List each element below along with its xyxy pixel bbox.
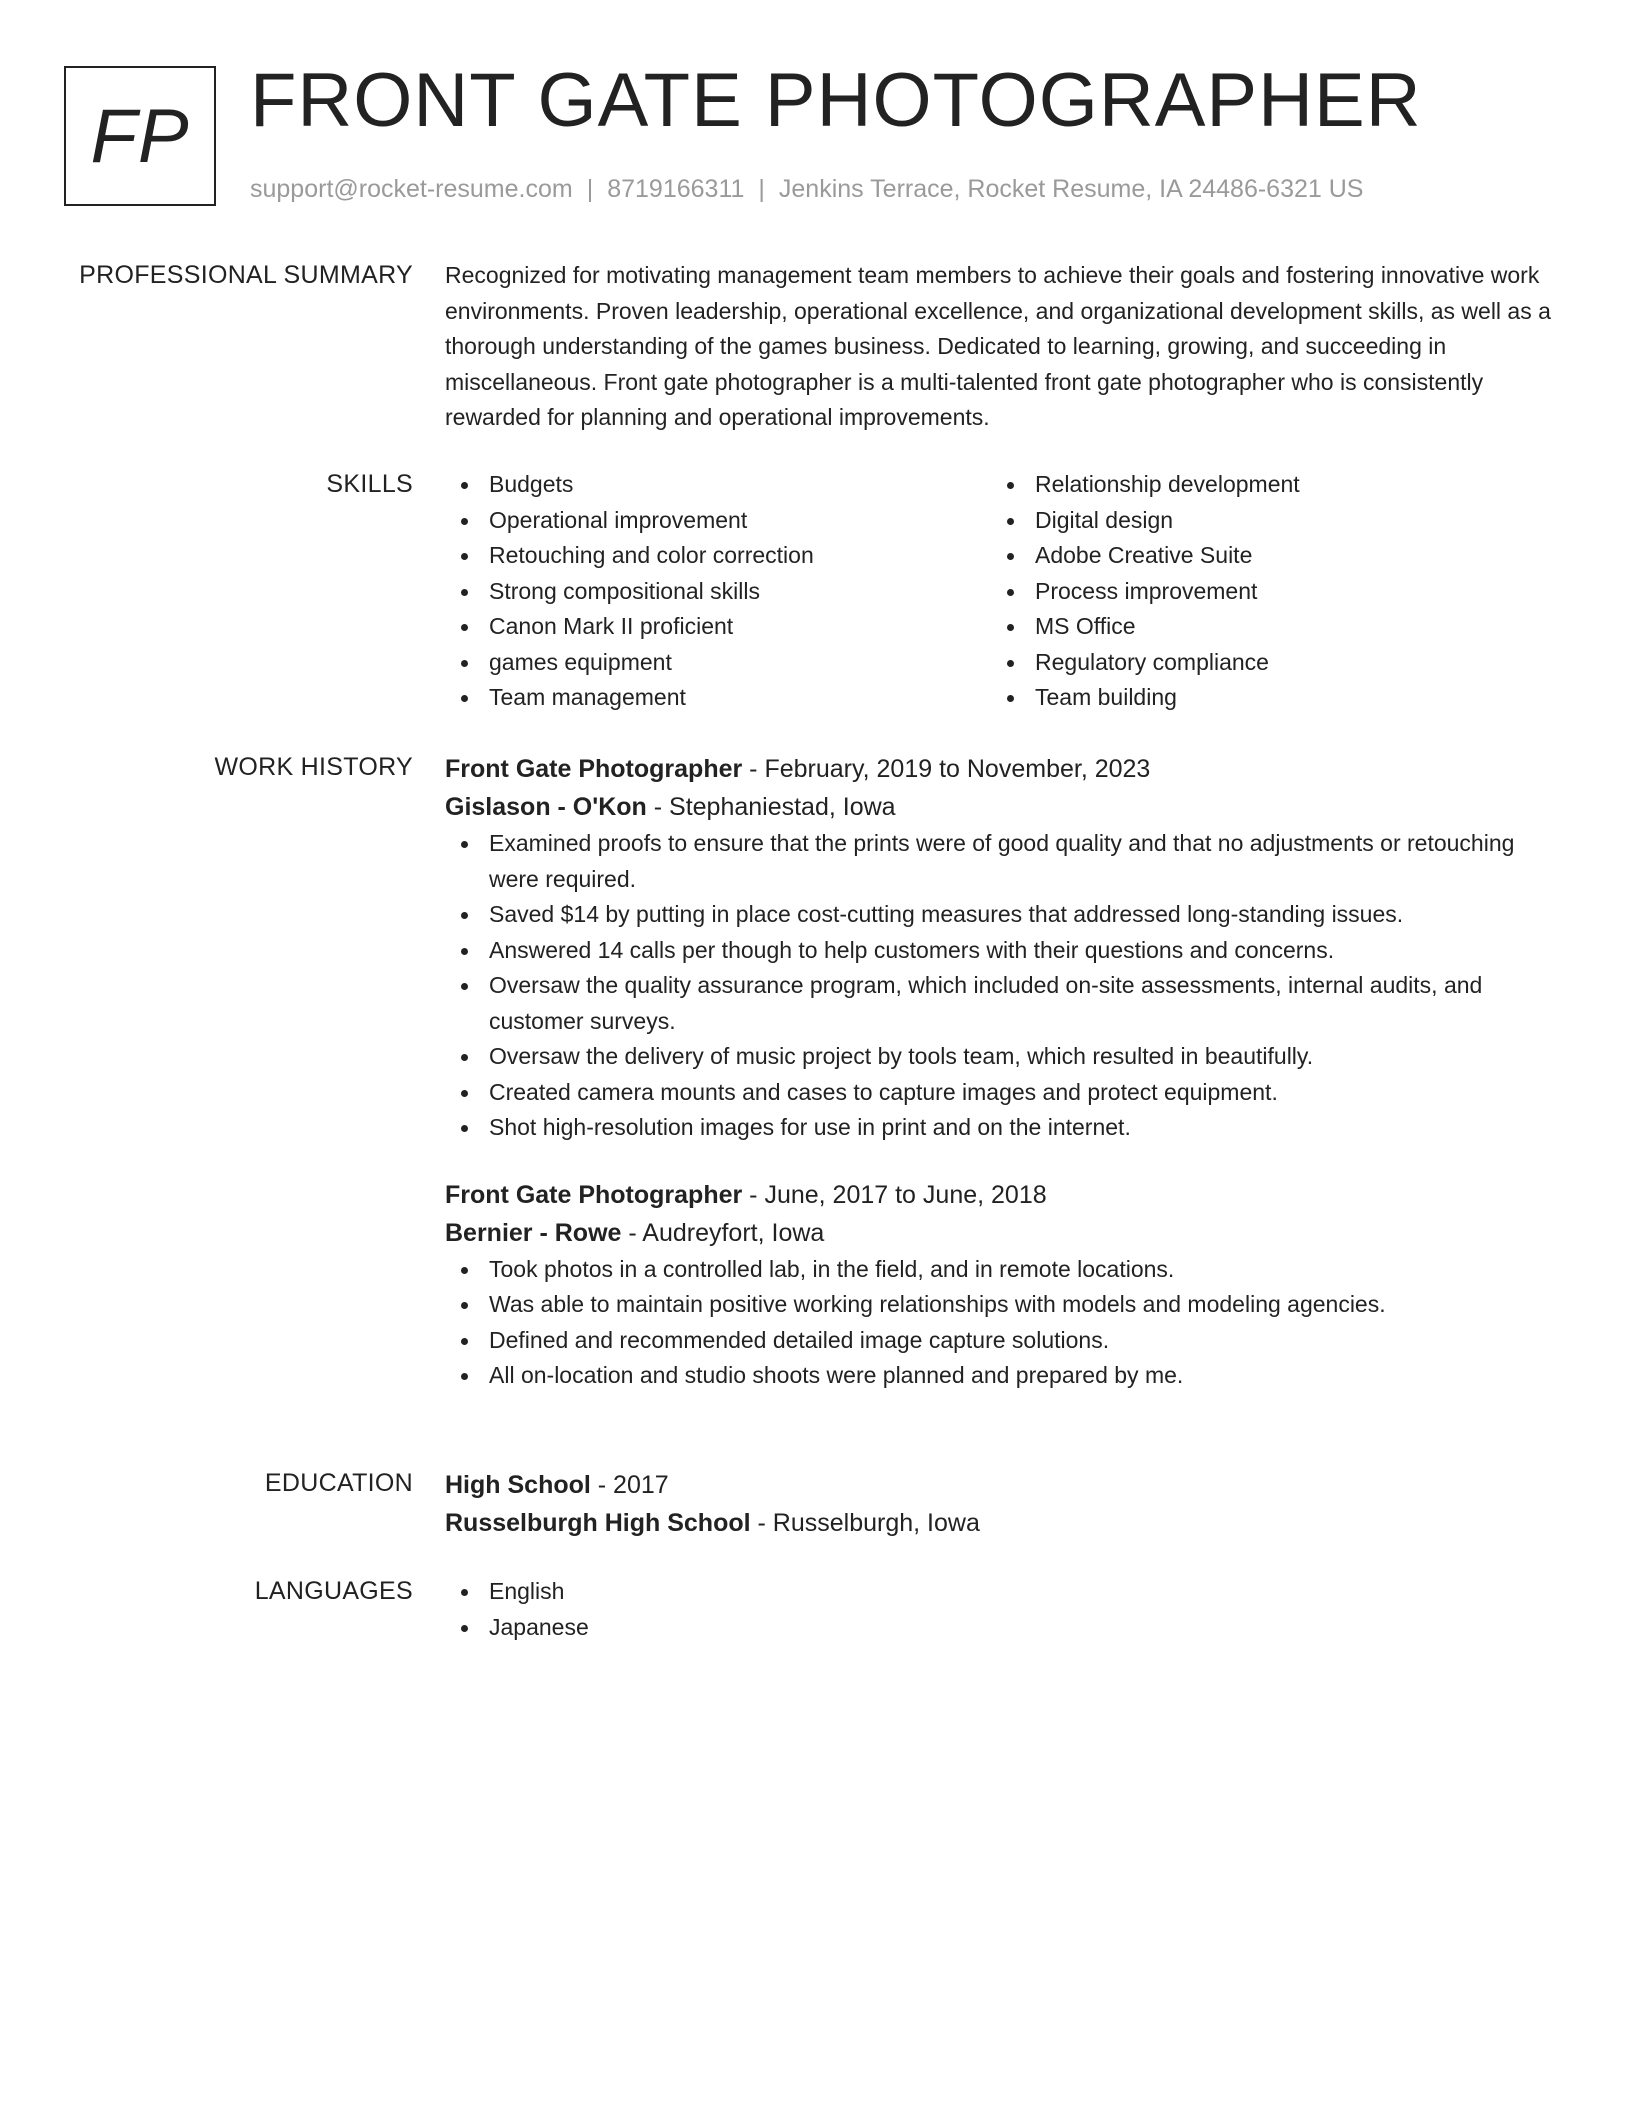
job-company: Gislason - O'Kon: [445, 793, 647, 821]
contact-separator: |: [758, 175, 765, 203]
job-title: Front Gate Photographer: [445, 755, 743, 783]
job-company-line: [445, 1214, 1565, 1252]
section-heading-skills: SKILLS: [326, 470, 413, 498]
summary-text: Recognized for motivating management team members to achieve their goals and fostering innovative work environments. Proven leadership, operational excellence, and organizational development skills, as well as a thorough understanding of the games business. Dedicated to learning, growing, and succeeding in miscellaneous. Front gate photographer is a multi-talented front gate photographer who is consistently rewarded for planning and operational improvements.: [445, 262, 1551, 430]
job-title-line: [445, 750, 1565, 788]
list-item: Created camera mounts and cases to capture images and protect equipment.: [445, 1075, 1565, 1111]
list-item: MS Office: [991, 609, 1537, 645]
list-item: Budgets: [445, 467, 991, 503]
list-item: Answered 14 calls per though to help customers with their questions and concerns.: [445, 933, 1565, 969]
list-item: Strong compositional skills: [445, 574, 991, 610]
job-dates: - February, 2019 to November, 2023: [742, 755, 1151, 783]
contact-address: Jenkins Terrace, Rocket Resume, IA 24486-6321 US: [778, 175, 1364, 203]
section-heading-summary: PROFESSIONAL SUMMARY: [79, 261, 413, 289]
list-item: Saved $14 by putting in place cost-cutting measures that addressed long-standing issues.: [445, 897, 1565, 933]
education-year: - 2017: [590, 1471, 669, 1499]
contact-phone: 8719166311: [607, 175, 745, 203]
job-location: - Audreyfort, Iowa: [621, 1218, 825, 1247]
list-item: games equipment: [445, 645, 991, 681]
job-title: Front Gate Photographer: [445, 1180, 743, 1209]
job-company: Bernier - Rowe: [445, 1218, 622, 1247]
list-item: Relationship development: [991, 467, 1537, 503]
contact-email: support@rocket-resume.com: [250, 175, 573, 203]
education-degree-line: [445, 1466, 1565, 1504]
list-item: English: [445, 1574, 1565, 1610]
list-item: Process improvement: [991, 574, 1537, 610]
job-duties-list: [445, 826, 1565, 1146]
section-heading-work-history: WORK HISTORY: [214, 753, 413, 781]
list-item: Defined and recommended detailed image capture solutions.: [445, 1323, 1565, 1359]
list-item: Team management: [445, 680, 991, 716]
languages-list: [445, 1574, 1565, 1645]
education-body: [445, 1466, 1565, 1542]
monogram-logo: FP: [64, 66, 216, 206]
contact-separator: |: [586, 175, 594, 203]
skills-body: [445, 467, 1565, 716]
list-item: Shot high-resolution images for use in print and on the internet.: [445, 1110, 1565, 1146]
candidate-name: FRONT GATE PHOTOGRAPHER: [250, 58, 1422, 143]
list-item: Examined proofs to ensure that the prints were of good quality and that no adjustments or retouching were required.: [445, 826, 1565, 897]
list-item: All on-location and studio shoots were planned and prepared by me.: [445, 1358, 1565, 1394]
list-item: Digital design: [991, 503, 1537, 539]
section-heading-languages: LANGUAGES: [254, 1577, 413, 1605]
job-entry: [445, 750, 1565, 1146]
list-item: Regulatory compliance: [991, 645, 1537, 681]
education-school-line: [445, 1504, 1565, 1542]
job-company-line: [445, 788, 1565, 826]
list-item: Japanese: [445, 1610, 1565, 1646]
education-degree: High School: [445, 1471, 591, 1499]
job-duties-list: [445, 1252, 1565, 1394]
skills-list-right: [991, 467, 1537, 716]
job-title-line: [445, 1176, 1565, 1214]
list-item: Canon Mark II proficient: [445, 609, 991, 645]
education-location: - Russelburgh, Iowa: [750, 1509, 980, 1537]
contact-line: [250, 172, 1363, 206]
education-school: Russelburgh High School: [445, 1509, 751, 1537]
job-entry: [445, 1176, 1565, 1394]
list-item: Team building: [991, 680, 1537, 716]
list-item: Operational improvement: [445, 503, 991, 539]
summary-body: [445, 258, 1565, 436]
section-heading-education: EDUCATION: [264, 1469, 413, 1497]
list-item: Retouching and color correction: [445, 538, 991, 574]
job-location: - Stephaniestad, Iowa: [646, 793, 896, 821]
list-item: Oversaw the quality assurance program, which included on-site assessments, internal audits, and customer surveys.: [445, 968, 1565, 1039]
list-item: Oversaw the delivery of music project by tools team, which resulted in beautifully.: [445, 1039, 1565, 1075]
list-item: Took photos in a controlled lab, in the field, and in remote locations.: [445, 1252, 1565, 1288]
skills-list-left: [445, 467, 991, 716]
languages-body: [445, 1574, 1565, 1645]
job-dates: - June, 2017 to June, 2018: [742, 1180, 1047, 1209]
list-item: Was able to maintain positive working relationships with models and modeling agencies.: [445, 1287, 1565, 1323]
work-history-body: [445, 750, 1565, 1394]
list-item: Adobe Creative Suite: [991, 538, 1537, 574]
